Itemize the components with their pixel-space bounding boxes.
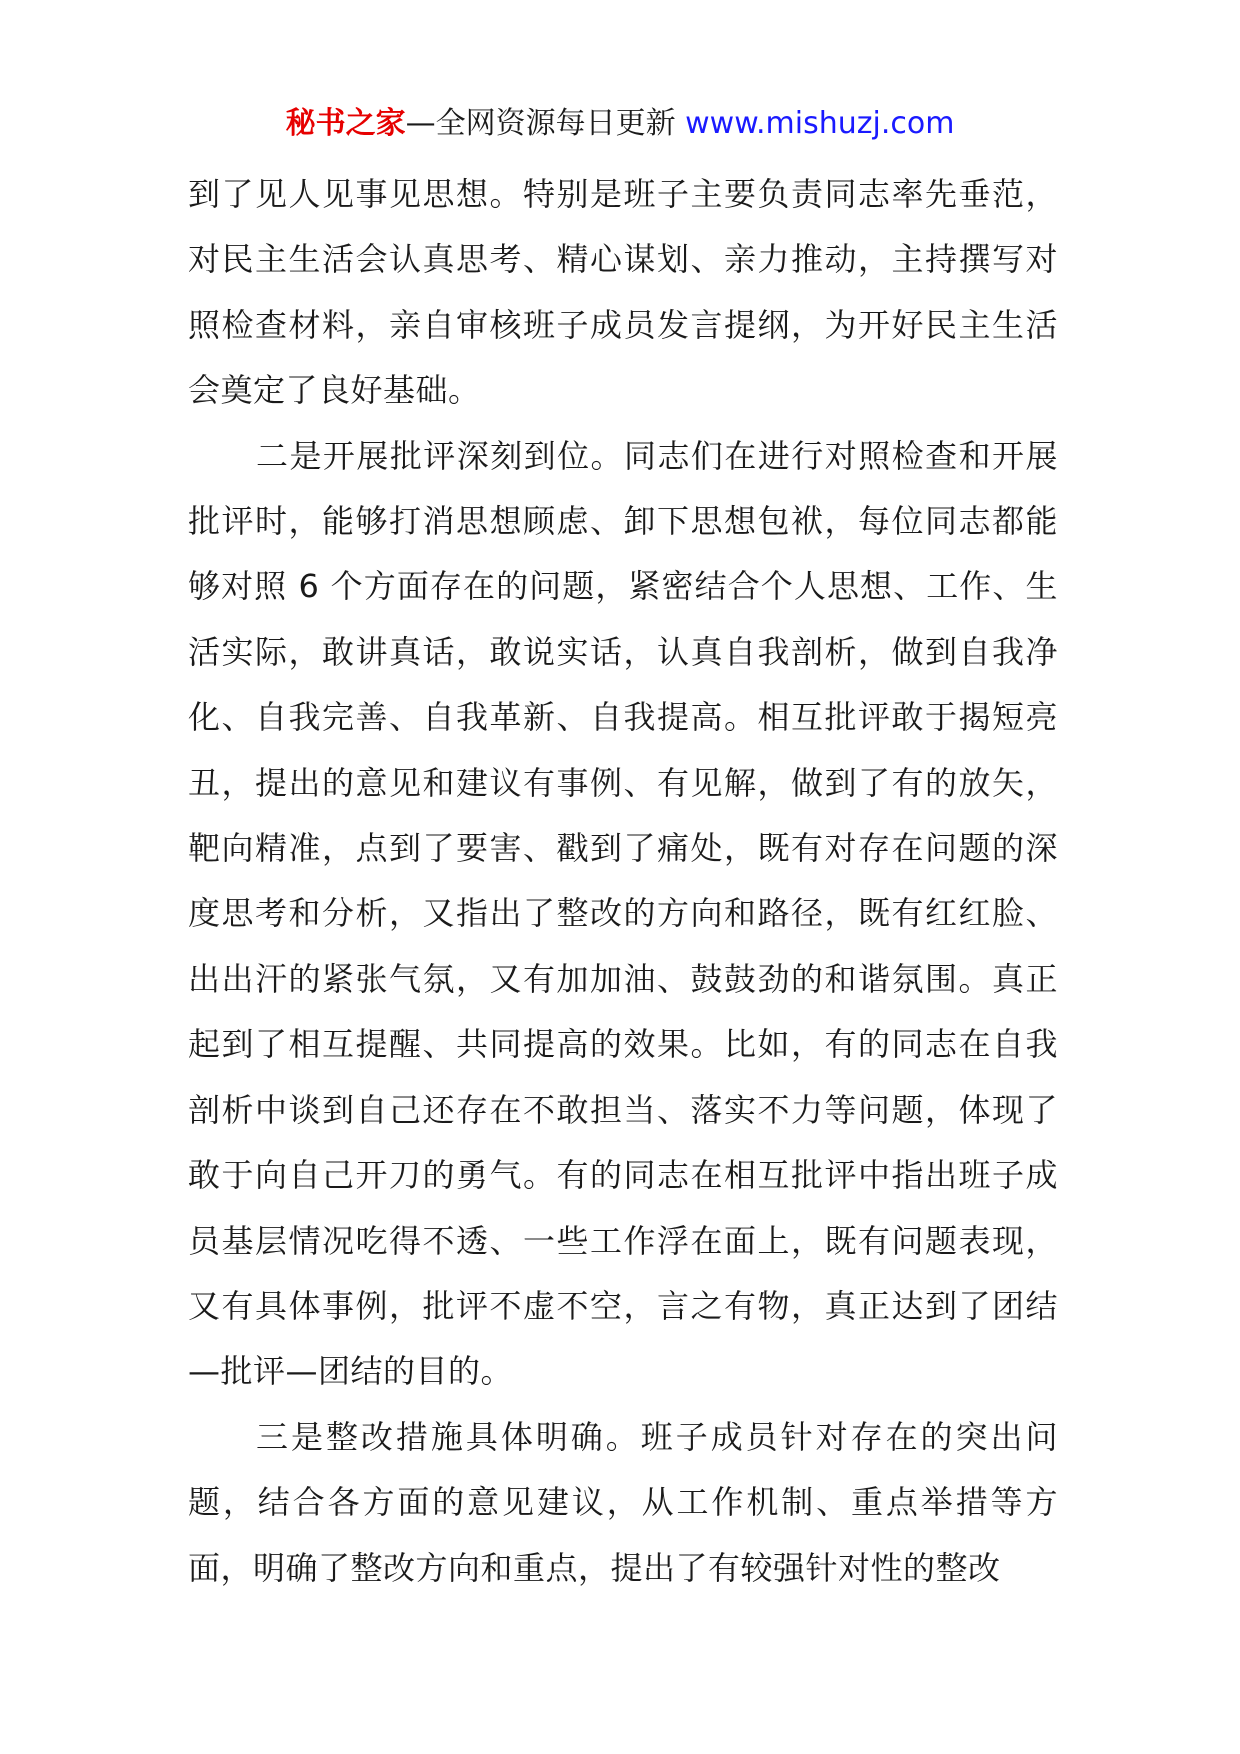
paragraph-rectification: 三是整改措施具体明确。班子成员针对存在的突出问题，结合各方面的意见建议，从工作机制、重点举措等方面，明确了整改方向和重点，提出了有较强针对性的整改 [188,1417,1058,1587]
header-tagline: —全网资源每日更新 [405,106,676,141]
website-link[interactable]: www.mishuzj.com [685,106,955,141]
document-body [188,162,1058,1601]
brand-name: 秘书之家 [285,106,406,141]
paragraph-criticism: 二是开展批评深刻到位。同志们在进行对照检查和开展批评时，能够打消思想顾虑、卸下思想包袱，每位同志都能够对照 6 个方面存在的问题，紧密结合个人思想、工作、生活实际，敢讲真话，敢说实话，认真自我剖析，做到自我净化、自我完善、自我革新、自我提高。相互批评敢于揭短亮丑，提出的意见和建议有事例、有见解，做到了有的放矢，靶向精准，点到了要害、戳到了痛处，既有对存在问题的深度思考和分析，又指出了整改的方向和路径，既有红红脸、出出汗的紧张气氛，又有加加油、鼓鼓劲的和谐氛围。真正起到了相互提醒、共同提高的效果。比如，有的同志在自我剖析中谈到自己还存在不敢担当、落实不力等问题，体现了敢于向自己开刀的勇气。有的同志在相互批评中指出班子成员基层情况吃得不透、一些工作浮在面上，既有问题表现，又有具体事例，批评不虚不空，言之有物，真正达到了团结—批评—团结的目的。 [188,436,1058,1391]
page-header [0,102,1240,146]
paragraph-continuation: 到了见人见事见思想。特别是班子主要负责同志率先垂范，对民主生活会认真思考、精心谋划、亲力推动，主持撰写对照检查材料，亲自审核班子成员发言提纲，为开好民主生活会奠定了良好基础。 [188,175,1058,410]
